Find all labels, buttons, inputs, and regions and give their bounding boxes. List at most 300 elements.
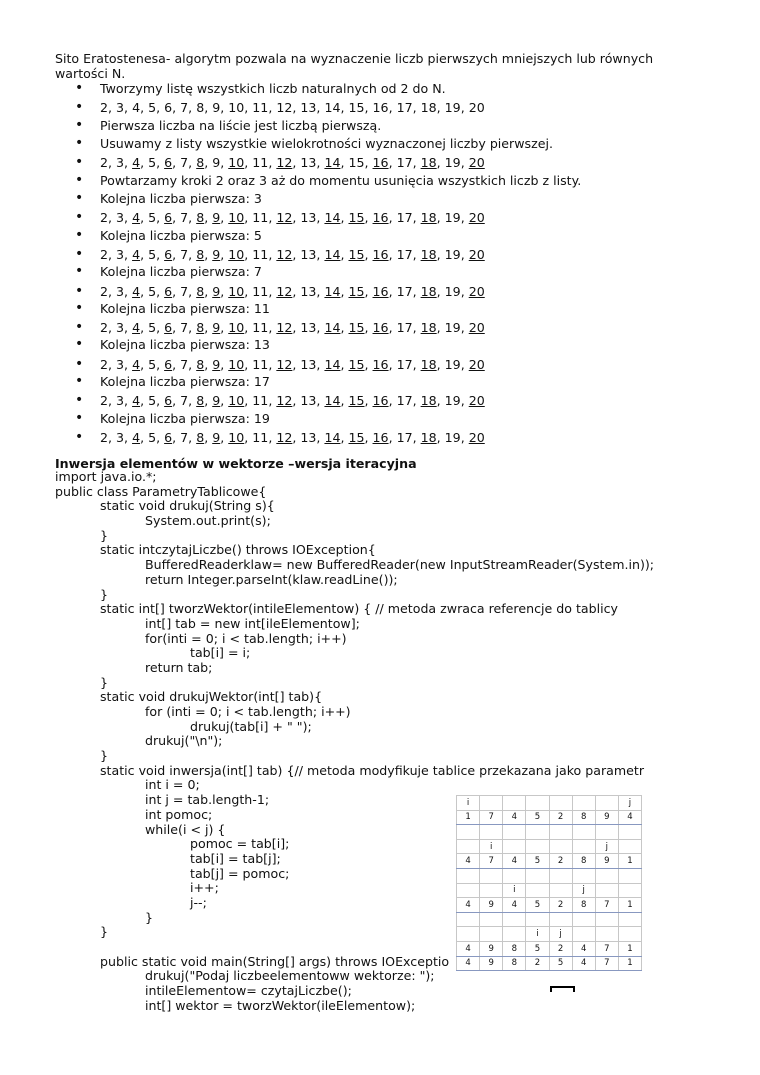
table-cell: 9: [595, 810, 618, 825]
number: 17: [396, 247, 413, 263]
table-cell: 4: [618, 810, 641, 825]
number: 20: [468, 247, 485, 263]
table-cell: j: [618, 796, 641, 811]
number: 20: [468, 210, 485, 226]
number: 7: [180, 356, 189, 372]
code-line: static int[] tworzWektor(intileElementow) { // metoda zwraca referencje do tablicy: [100, 601, 618, 617]
number: 13: [300, 356, 317, 372]
number: 6: [164, 155, 173, 171]
number: 11: [252, 320, 269, 336]
table-cell: 9: [480, 956, 503, 971]
number: 13: [300, 429, 317, 445]
bullet-item: • Kolejna liczba pierwsza: 5: [55, 227, 705, 245]
number: 18: [420, 100, 437, 116]
table-cell: [457, 927, 480, 942]
table-cell: [549, 912, 572, 927]
number: 9: [212, 320, 221, 336]
table-cell: 4: [457, 941, 480, 956]
number: 4: [132, 429, 141, 445]
number: 6: [164, 429, 173, 445]
number: 5: [148, 393, 157, 409]
number: 18: [420, 283, 437, 299]
table-cell: [549, 839, 572, 854]
table-cell: [457, 868, 480, 883]
number: 5: [148, 283, 157, 299]
table-cell: 1: [457, 810, 480, 825]
table-cell: [572, 868, 595, 883]
number: 9: [212, 210, 221, 226]
number: 10: [228, 320, 245, 336]
number: 11: [252, 356, 269, 372]
number: 10: [228, 155, 245, 171]
number: 5: [148, 247, 157, 263]
bullet-list: [55, 80, 705, 446]
number: 2: [100, 247, 109, 263]
bullet-item: • Kolejna liczba pierwsza: 19: [55, 410, 705, 428]
table-cell: [595, 883, 618, 898]
table-cell: [526, 796, 549, 811]
number: 14: [324, 247, 341, 263]
table-cell: 2: [549, 898, 572, 913]
table-cell: i: [503, 883, 526, 898]
code-line: public static void main(String[] args) throws IOExceptio: [100, 953, 450, 969]
number: 15: [348, 210, 365, 226]
table-cell: 5: [526, 898, 549, 913]
number: 4: [132, 283, 141, 299]
number: 2: [100, 429, 109, 445]
table-cell: i: [457, 796, 480, 811]
table-row: [457, 898, 642, 913]
number: 15: [348, 247, 365, 263]
code-line: }: [100, 586, 109, 602]
number: 17: [396, 155, 413, 171]
number: 14: [324, 320, 341, 336]
table-cell: [618, 839, 641, 854]
table-cell: 7: [595, 956, 618, 971]
table-row: [457, 956, 642, 971]
table-cell: [457, 883, 480, 898]
number: 16: [372, 283, 389, 299]
number: 7: [180, 210, 189, 226]
table-cell: j: [572, 883, 595, 898]
table-cell: [480, 796, 503, 811]
number: 20: [468, 320, 485, 336]
number: 4: [132, 155, 141, 171]
table-cell: 4: [457, 956, 480, 971]
bullet-item: • Kolejna liczba pierwsza: 7: [55, 263, 705, 281]
code-line: import java.io.*;: [55, 469, 157, 484]
number: 4: [132, 247, 141, 263]
table-cell: [503, 796, 526, 811]
number: 3: [116, 155, 125, 171]
number: 16: [372, 320, 389, 336]
number: 8: [196, 429, 205, 445]
table-cell: j: [549, 927, 572, 942]
table-row: [457, 927, 642, 942]
number: 8: [196, 356, 205, 372]
code-line: System.out.print(s);: [145, 513, 271, 529]
number: 16: [372, 155, 389, 171]
number: 4: [132, 393, 141, 409]
table-cell: [572, 825, 595, 840]
table-cell: [618, 927, 641, 942]
table-cell: 4: [457, 854, 480, 869]
number: 8: [196, 155, 205, 171]
table-cell: 9: [595, 854, 618, 869]
number: 15: [348, 283, 365, 299]
number: 8: [196, 283, 205, 299]
number: 4: [132, 356, 141, 372]
number: 12: [276, 429, 293, 445]
number: 19: [444, 100, 461, 116]
table-cell: [618, 912, 641, 927]
number: 11: [252, 429, 269, 445]
number: 14: [324, 155, 341, 171]
table-cell: [549, 825, 572, 840]
code-line: for(inti = 0; i < tab.length; i++): [145, 630, 347, 646]
number: 8: [196, 210, 205, 226]
number: 3: [116, 247, 125, 263]
bullet-item: • Powtarzamy kroki 2 oraz 3 aż do momentu usunięcia wszystkich liczb z listy.: [55, 172, 705, 190]
number: 18: [420, 393, 437, 409]
table-cell: 4: [503, 810, 526, 825]
number: 10: [228, 429, 245, 445]
number: 6: [164, 283, 173, 299]
code-line: int pomoc;: [145, 806, 213, 822]
number: 13: [300, 100, 317, 116]
code-line: }: [100, 924, 109, 940]
number: 12: [276, 247, 293, 263]
number: 3: [116, 210, 125, 226]
table-cell: 4: [503, 898, 526, 913]
number: 20: [468, 356, 485, 372]
number: 9: [212, 155, 221, 171]
number-list-item: • 2, 3, 4, 5, 6, 7, 8, 9, 10, 11, 12, 13, 14, 15, 16, 17, 18, 19, 20: [55, 318, 705, 336]
number: 2: [100, 393, 109, 409]
code-line: while(i < j) {: [145, 821, 226, 837]
table-cell: [549, 883, 572, 898]
number-list-item: • 2, 3, 4, 5, 6, 7, 8, 9, 10, 11, 12, 13, 14, 15, 16, 17, 18, 19, 20: [55, 355, 705, 373]
table-cell: [503, 912, 526, 927]
table-row: [457, 941, 642, 956]
number: 12: [276, 210, 293, 226]
bullet-item: • Kolejna liczba pierwsza: 13: [55, 336, 705, 354]
table-cell: 2: [549, 941, 572, 956]
number: 17: [396, 356, 413, 372]
number: 18: [420, 247, 437, 263]
number: 3: [116, 100, 125, 116]
table-cell: [526, 825, 549, 840]
number: 10: [228, 210, 245, 226]
table-cell: [526, 883, 549, 898]
intro-paragraph: Sito Eratostenesa- algorytm pozwala na wyznaczenie liczb pierwszych mniejszych lub równych wartości N.: [55, 51, 654, 81]
table-cell: [480, 825, 503, 840]
number: 6: [164, 393, 173, 409]
number: 16: [372, 247, 389, 263]
number: 7: [180, 429, 189, 445]
table-cell: [549, 868, 572, 883]
number: 11: [252, 247, 269, 263]
table-cell: [457, 825, 480, 840]
table-cell: [618, 825, 641, 840]
number: 10: [228, 283, 245, 299]
number: 2: [100, 283, 109, 299]
code-line: public class ParametryTablicowe{: [55, 483, 267, 499]
number: 2: [100, 210, 109, 226]
number: 16: [372, 393, 389, 409]
table-cell: [480, 927, 503, 942]
table-cell: i: [526, 927, 549, 942]
number: 18: [420, 155, 437, 171]
table-cell: 7: [595, 941, 618, 956]
number-list-item: • 2, 3, 4, 5, 6, 7, 8, 9, 10, 11, 12, 13, 14, 15, 16, 17, 18, 19, 20: [55, 428, 705, 446]
number: 14: [324, 429, 341, 445]
number: 6: [164, 100, 173, 116]
number: 5: [148, 320, 157, 336]
table-cell: 9: [480, 941, 503, 956]
table-cell: [549, 796, 572, 811]
table-cell: 4: [503, 854, 526, 869]
table-cell: 8: [572, 854, 595, 869]
table-cell: [618, 868, 641, 883]
bullet-item: • Kolejna liczba pierwsza: 11: [55, 300, 705, 318]
code-line: }: [145, 909, 154, 925]
number: 14: [324, 100, 341, 116]
table-row: [457, 854, 642, 869]
code-line: drukuj("Podaj liczbeelementoww wektorze: ");: [145, 968, 435, 984]
code-line: return Integer.parseInt(klaw.readLine());: [145, 571, 398, 587]
number: 14: [324, 356, 341, 372]
table-row: [457, 839, 642, 854]
number: 9: [212, 393, 221, 409]
code-line: static void drukuj(String s){: [100, 498, 275, 514]
number: 14: [324, 210, 341, 226]
number: 13: [300, 155, 317, 171]
number: 3: [116, 429, 125, 445]
code-line: }: [100, 748, 109, 764]
number-list-item: • 2, 3, 4, 5, 6, 7, 8, 9, 10, 11, 12, 13, 14, 15, 16, 17, 18, 19, 20: [55, 208, 705, 226]
number: 8: [196, 393, 205, 409]
number: 15: [348, 320, 365, 336]
number: 14: [324, 393, 341, 409]
number: 2: [100, 356, 109, 372]
number: 11: [252, 210, 269, 226]
table-cell: 4: [572, 956, 595, 971]
table-cell: [572, 796, 595, 811]
number-list-item: • 2, 3, 4, 5, 6, 7, 8, 9, 10, 11, 12, 13, 14, 15, 16, 17, 18, 19, 20: [55, 98, 705, 116]
table-cell: 1: [618, 854, 641, 869]
code-line: pomoc = tab[i];: [190, 836, 290, 852]
table-cell: 5: [526, 941, 549, 956]
table-cell: [595, 796, 618, 811]
table-cell: 5: [549, 956, 572, 971]
bullet-item: • Tworzymy listę wszystkich liczb naturalnych od 2 do N.: [55, 80, 705, 98]
number: 19: [444, 429, 461, 445]
table-row: [457, 868, 642, 883]
code-line: int i = 0;: [145, 777, 200, 793]
number: 8: [196, 320, 205, 336]
number: 7: [180, 283, 189, 299]
number: 19: [444, 320, 461, 336]
table-cell: 2: [549, 854, 572, 869]
number: 2: [100, 320, 109, 336]
number: 8: [196, 247, 205, 263]
table-cell: [572, 912, 595, 927]
table-row: [457, 912, 642, 927]
code-line: }: [100, 527, 109, 543]
table-row: [457, 810, 642, 825]
number: 20: [468, 155, 485, 171]
number: 3: [116, 356, 125, 372]
number: 6: [164, 210, 173, 226]
code-line: drukuj("\n");: [145, 733, 223, 749]
number: 7: [180, 393, 189, 409]
number: 5: [148, 210, 157, 226]
number: 3: [116, 393, 125, 409]
number: 4: [132, 320, 141, 336]
number: 9: [212, 429, 221, 445]
inversion-table: [456, 795, 642, 971]
number: 15: [348, 356, 365, 372]
number: 19: [444, 283, 461, 299]
code-line: j--;: [190, 894, 207, 910]
number: 4: [132, 100, 141, 116]
code-line: }: [100, 674, 109, 690]
code-line: BufferedReaderklaw= new BufferedReader(new InputStreamReader(System.in));: [145, 557, 655, 573]
number: 7: [180, 247, 189, 263]
table-cell: [503, 927, 526, 942]
table-cell: [595, 927, 618, 942]
number: 14: [324, 283, 341, 299]
code-line: int[] tab = new int[ileElementow];: [145, 615, 360, 631]
code-line: intileElementow= czytajLiczbe();: [145, 983, 352, 999]
number: 9: [212, 283, 221, 299]
number: 15: [348, 429, 365, 445]
number-list-item: • 2, 3, 4, 5, 6, 7, 8, 9, 10, 11, 12, 13, 14, 15, 16, 17, 18, 19, 20: [55, 391, 705, 409]
code-line: static intczytajLiczbe() throws IOException{: [100, 542, 376, 558]
bullet-item: • Kolejna liczba pierwsza: 3: [55, 190, 705, 208]
number: 2: [100, 100, 109, 116]
table-cell: [618, 883, 641, 898]
number: 12: [276, 356, 293, 372]
number: 12: [276, 283, 293, 299]
table-row: [457, 796, 642, 811]
number-list-item: • 2, 3, 4, 5, 6, 7, 8, 9, 10, 11, 12, 13, 14, 15, 16, 17, 18, 19, 20: [55, 153, 705, 171]
number: 11: [252, 393, 269, 409]
bullet-item: • Pierwsza liczba na liście jest liczbą pierwszą.: [55, 117, 705, 135]
number: 4: [132, 210, 141, 226]
number: 15: [348, 393, 365, 409]
table-cell: j: [595, 839, 618, 854]
table-cell: 1: [618, 956, 641, 971]
number: 11: [252, 100, 269, 116]
number: 16: [372, 356, 389, 372]
number: 13: [300, 247, 317, 263]
table-cell: [595, 912, 618, 927]
code-line: tab[i] = i;: [190, 645, 251, 661]
table-cell: 7: [595, 898, 618, 913]
number: 9: [212, 247, 221, 263]
number: 16: [372, 100, 389, 116]
table-cell: [503, 839, 526, 854]
number: 11: [252, 155, 269, 171]
number: 17: [396, 429, 413, 445]
number: 16: [372, 210, 389, 226]
number: 2: [100, 155, 109, 171]
number: 13: [300, 393, 317, 409]
number: 5: [148, 429, 157, 445]
number: 13: [300, 320, 317, 336]
table-cell: 4: [457, 898, 480, 913]
number: 6: [164, 247, 173, 263]
number: 17: [396, 283, 413, 299]
table-cell: [480, 912, 503, 927]
table-cell: 1: [618, 898, 641, 913]
section-heading: Inwersja elementów w wektorze –wersja iteracyjna: [55, 456, 417, 471]
number: 6: [164, 356, 173, 372]
table-cell: 9: [480, 898, 503, 913]
number: 11: [252, 283, 269, 299]
table-cell: [480, 883, 503, 898]
number: 13: [300, 210, 317, 226]
table-cell: 8: [572, 810, 595, 825]
number: 18: [420, 429, 437, 445]
number: 20: [468, 100, 485, 116]
table-cell: [526, 868, 549, 883]
number: 7: [180, 155, 189, 171]
number: 12: [276, 155, 293, 171]
number: 18: [420, 356, 437, 372]
number: 10: [228, 247, 245, 263]
table-cell: 2: [526, 956, 549, 971]
table-cell: [595, 868, 618, 883]
number: 5: [148, 100, 157, 116]
number: 19: [444, 155, 461, 171]
number: 17: [396, 210, 413, 226]
table-cell: [572, 927, 595, 942]
table-cell: [572, 839, 595, 854]
number: 15: [348, 155, 365, 171]
number: 10: [228, 356, 245, 372]
number: 8: [196, 100, 205, 116]
table-cell: [503, 868, 526, 883]
number: 7: [180, 320, 189, 336]
bullet-item: • Usuwamy z listy wszystkie wielokrotności wyznaczonej liczby pierwszej.: [55, 135, 705, 153]
code-line: return tab;: [145, 659, 213, 675]
number: 13: [300, 283, 317, 299]
number: 7: [180, 100, 189, 116]
number: 12: [276, 393, 293, 409]
code-line: static void drukujWektor(int[] tab){: [100, 689, 323, 705]
table-cell: [526, 912, 549, 927]
number-list-item: • 2, 3, 4, 5, 6, 7, 8, 9, 10, 11, 12, 13, 14, 15, 16, 17, 18, 19, 20: [55, 245, 705, 263]
number: 9: [212, 100, 221, 116]
code-line: int[] wektor = tworzWektor(ileElementow);: [145, 997, 416, 1013]
number: 3: [116, 320, 125, 336]
table-row: [457, 825, 642, 840]
table-cell: i: [480, 839, 503, 854]
table-cell: [595, 825, 618, 840]
number: 20: [468, 283, 485, 299]
number: 19: [444, 393, 461, 409]
number: 19: [444, 247, 461, 263]
table-cell: 8: [572, 898, 595, 913]
table-cell: 7: [480, 854, 503, 869]
number: 10: [228, 393, 245, 409]
table-cell: 5: [526, 854, 549, 869]
number: 18: [420, 320, 437, 336]
number: 15: [348, 100, 365, 116]
